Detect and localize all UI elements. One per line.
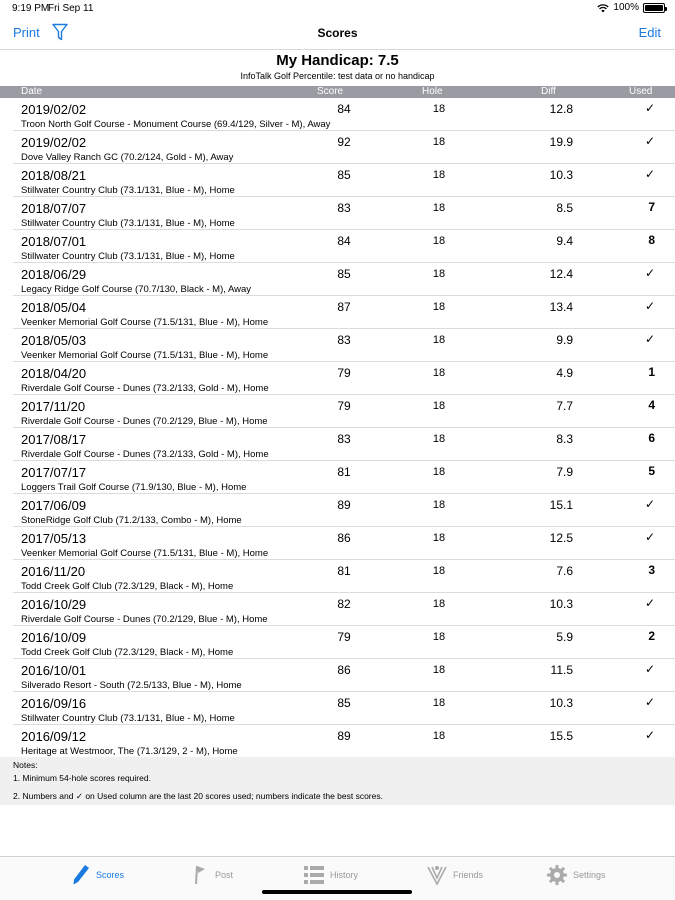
row-used: ✓ <box>644 530 655 544</box>
page-title: Scores <box>317 26 358 40</box>
row-hole: 18 <box>432 400 446 412</box>
row-diff: 5.9 <box>556 630 573 644</box>
row-hole: 18 <box>432 268 446 280</box>
home-indicator <box>262 890 412 894</box>
battery-percent: 100% <box>613 2 639 13</box>
row-date: 2016/10/09 <box>21 630 87 645</box>
gear-icon <box>547 865 567 885</box>
row-used: 5 <box>648 464 655 478</box>
row-course: Veenker Memorial Golf Course (71.5/131, Blue - M), Home <box>21 350 269 361</box>
row-score: 87 <box>337 300 351 314</box>
row-hole: 18 <box>432 598 446 610</box>
row-used: ✓ <box>644 266 655 280</box>
row-date: 2016/10/29 <box>21 597 87 612</box>
row-diff: 12.5 <box>549 531 573 545</box>
row-hole: 18 <box>432 697 446 709</box>
tab-friends-label: Friends <box>453 870 484 880</box>
row-hole: 18 <box>432 202 446 214</box>
row-course: Loggers Trail Golf Course (71.9/130, Blue - M), Home <box>21 482 247 493</box>
row-diff: 8.3 <box>556 432 573 446</box>
tab-friends[interactable] <box>427 863 483 887</box>
row-diff: 7.9 <box>556 465 573 479</box>
table-row[interactable] <box>13 362 675 395</box>
row-course: Riverdale Golf Course - Dunes (73.2/133, Gold - M), Home <box>21 449 269 460</box>
list-icon <box>304 865 324 885</box>
row-hole: 18 <box>432 103 446 115</box>
row-course: Riverdale Golf Course - Dunes (70.2/129, Blue - M), Home <box>21 416 268 427</box>
row-date: 2019/02/02 <box>21 102 87 117</box>
table-row[interactable] <box>13 560 675 593</box>
row-date: 2018/07/01 <box>21 234 87 249</box>
row-used: ✓ <box>644 101 655 115</box>
notes-title: Notes: <box>13 760 38 770</box>
row-score: 83 <box>337 333 351 347</box>
row-hole: 18 <box>432 433 446 445</box>
row-course: Todd Creek Golf Club (72.3/129, Black - M), Home <box>21 647 234 658</box>
row-score: 79 <box>337 366 351 380</box>
row-course: Legacy Ridge Golf Course (70.7/130, Black - M), Away <box>21 284 252 295</box>
row-diff: 11.5 <box>550 663 573 677</box>
row-score: 85 <box>337 168 351 182</box>
row-score: 85 <box>337 696 351 710</box>
row-date: 2016/10/01 <box>21 663 87 678</box>
column-date: Date <box>21 86 43 97</box>
row-hole: 18 <box>432 631 446 643</box>
tab-history-label: History <box>330 870 359 880</box>
table-row[interactable] <box>13 131 675 164</box>
row-used: ✓ <box>644 662 655 676</box>
row-course: Veenker Memorial Golf Course (71.5/131, Blue - M), Home <box>21 317 269 328</box>
status-date: Fri Sep 11 <box>48 3 94 14</box>
row-score: 89 <box>337 498 351 512</box>
tab-post[interactable] <box>193 863 233 887</box>
row-diff: 4.9 <box>556 366 573 380</box>
status-right <box>597 2 665 13</box>
row-date: 2018/05/04 <box>21 300 87 315</box>
row-used: 7 <box>648 200 655 214</box>
row-diff: 12.8 <box>549 102 573 116</box>
row-score: 79 <box>337 630 351 644</box>
row-score: 86 <box>337 531 351 545</box>
row-used: ✓ <box>644 596 655 610</box>
table-row[interactable] <box>13 527 675 560</box>
row-used: ✓ <box>644 728 655 742</box>
table-row[interactable] <box>13 98 675 131</box>
table-row[interactable] <box>13 329 675 362</box>
row-course: Silverado Resort - South (72.5/133, Blue - M), Home <box>21 680 242 691</box>
print-button[interactable]: Print <box>13 25 40 40</box>
row-score: 85 <box>337 267 351 281</box>
row-date: 2018/08/21 <box>21 168 87 183</box>
table-row[interactable] <box>13 164 675 197</box>
row-diff: 10.3 <box>549 696 573 710</box>
row-diff: 7.6 <box>556 564 573 578</box>
nav-bar <box>0 16 675 50</box>
row-score: 83 <box>337 201 351 215</box>
table-row[interactable] <box>13 428 675 461</box>
row-hole: 18 <box>432 565 446 577</box>
tab-post-label: Post <box>215 870 234 880</box>
row-diff: 9.4 <box>556 234 573 248</box>
row-score: 82 <box>337 597 351 611</box>
row-date: 2016/09/12 <box>21 729 87 744</box>
row-hole: 18 <box>432 367 446 379</box>
column-score: Score <box>317 86 344 97</box>
row-course: Dove Valley Ranch GC (70.2/124, Gold - M), Away <box>21 152 234 163</box>
status-time: 9:19 PM <box>12 3 50 14</box>
row-hole: 18 <box>432 664 446 676</box>
friends-icon <box>427 864 447 886</box>
row-hole: 18 <box>432 136 446 148</box>
row-diff: 10.3 <box>549 597 573 611</box>
row-date: 2018/07/07 <box>21 201 87 216</box>
row-diff: 8.5 <box>556 201 573 215</box>
row-used: ✓ <box>644 299 655 313</box>
tab-history[interactable] <box>304 863 358 887</box>
row-course: Stillwater Country Club (73.1/131, Blue - M), Home <box>21 185 235 196</box>
table-row[interactable] <box>13 593 675 626</box>
tab-scores[interactable] <box>72 863 124 887</box>
table-row[interactable] <box>13 263 675 296</box>
column-header-row <box>0 86 675 98</box>
row-score: 79 <box>337 399 351 413</box>
row-course: Todd Creek Golf Club (72.3/129, Black - M), Home <box>21 581 234 592</box>
row-score: 83 <box>337 432 351 446</box>
table-row[interactable] <box>13 395 675 428</box>
row-score: 84 <box>337 234 351 248</box>
table-row[interactable] <box>13 197 675 230</box>
row-score: 92 <box>337 135 351 149</box>
row-date: 2018/05/03 <box>21 333 87 348</box>
row-date: 2019/02/02 <box>21 135 87 150</box>
row-course: Riverdale Golf Course - Dunes (73.2/133, Gold - M), Home <box>21 383 269 394</box>
row-course: Troon North Golf Course - Monument Course (69.4/129, Silver - M), Away <box>21 119 331 130</box>
row-used: 6 <box>648 431 655 445</box>
row-course: StoneRidge Golf Club (71.2/133, Combo - M), Home <box>21 515 242 526</box>
row-used: ✓ <box>644 167 655 181</box>
row-date: 2018/04/20 <box>21 366 87 381</box>
row-diff: 10.3 <box>549 168 573 182</box>
row-hole: 18 <box>432 466 446 478</box>
row-diff: 12.4 <box>549 267 573 281</box>
scores-table <box>0 98 675 758</box>
row-course: Heritage at Westmoor, The (71.3/129, 2 - M), Home <box>21 746 238 757</box>
row-course: Stillwater Country Club (73.1/131, Blue - M), Home <box>21 713 235 724</box>
pencil-icon <box>72 864 90 886</box>
table-row[interactable] <box>13 461 675 494</box>
row-date: 2017/05/13 <box>21 531 87 546</box>
row-diff: 15.5 <box>549 729 573 743</box>
column-hole: Hole <box>422 86 443 97</box>
row-hole: 18 <box>432 235 446 247</box>
row-hole: 18 <box>432 334 446 346</box>
row-diff: 9.9 <box>556 333 573 347</box>
row-diff: 15.1 <box>549 498 573 512</box>
row-hole: 18 <box>432 301 446 313</box>
row-used: 8 <box>648 233 655 247</box>
row-score: 89 <box>337 729 351 743</box>
notes-section <box>0 757 675 805</box>
column-used: Used <box>629 86 653 97</box>
row-used: ✓ <box>644 695 655 709</box>
tab-settings-label: Settings <box>573 870 606 880</box>
row-used: 2 <box>648 629 655 643</box>
row-diff: 13.4 <box>549 300 573 314</box>
row-used: ✓ <box>644 497 655 511</box>
table-row[interactable] <box>13 296 675 329</box>
handicap-title: My Handicap: 7.5 <box>276 52 399 69</box>
row-course: Stillwater Country Club (73.1/131, Blue - M), Home <box>21 251 235 262</box>
table-row[interactable] <box>13 659 675 692</box>
row-used: 4 <box>648 398 655 412</box>
row-diff: 7.7 <box>556 399 573 413</box>
row-date: 2016/11/20 <box>21 564 86 579</box>
row-used: 3 <box>648 563 655 577</box>
row-hole: 18 <box>432 169 446 181</box>
table-row[interactable] <box>13 692 675 725</box>
row-course: Veenker Memorial Golf Course (71.5/131, Blue - M), Home <box>21 548 269 559</box>
edit-button[interactable]: Edit <box>638 25 661 40</box>
table-row[interactable] <box>13 626 675 659</box>
table-row[interactable] <box>13 494 675 527</box>
row-date: 2017/07/17 <box>21 465 87 480</box>
row-score: 84 <box>337 102 351 116</box>
note-1: 1. Minimum 54-hole scores required. <box>13 773 151 783</box>
row-date: 2017/11/20 <box>21 399 86 414</box>
row-hole: 18 <box>432 532 446 544</box>
table-row[interactable] <box>13 725 675 758</box>
column-diff: Diff <box>541 86 556 97</box>
row-date: 2017/06/09 <box>21 498 87 513</box>
row-hole: 18 <box>432 730 446 742</box>
status-bar <box>0 0 675 16</box>
row-date: 2018/06/29 <box>21 267 87 282</box>
battery-icon <box>643 3 665 13</box>
wifi-icon <box>597 3 609 13</box>
note-2: 2. Numbers and ✓ on Used column are the last 20 scores used; numbers indicate the best scores. <box>13 791 383 801</box>
percentile-text: InfoTalk Golf Percentile: test data or no handicap <box>240 71 435 81</box>
flag-icon <box>193 864 209 886</box>
row-date: 2017/08/17 <box>21 432 87 447</box>
row-date: 2016/09/16 <box>21 696 87 711</box>
row-used: ✓ <box>644 332 655 346</box>
row-score: 81 <box>337 465 351 479</box>
table-row[interactable] <box>13 230 675 263</box>
row-hole: 18 <box>432 499 446 511</box>
row-used: 1 <box>648 365 655 379</box>
tab-scores-label: Scores <box>96 870 125 880</box>
row-used: ✓ <box>644 134 655 148</box>
row-course: Riverdale Golf Course - Dunes (70.2/129, Blue - M), Home <box>21 614 268 625</box>
row-diff: 19.9 <box>549 135 573 149</box>
row-score: 86 <box>337 663 351 677</box>
tab-settings[interactable] <box>547 863 606 887</box>
row-course: Stillwater Country Club (73.1/131, Blue - M), Home <box>21 218 235 229</box>
row-score: 81 <box>337 564 351 578</box>
